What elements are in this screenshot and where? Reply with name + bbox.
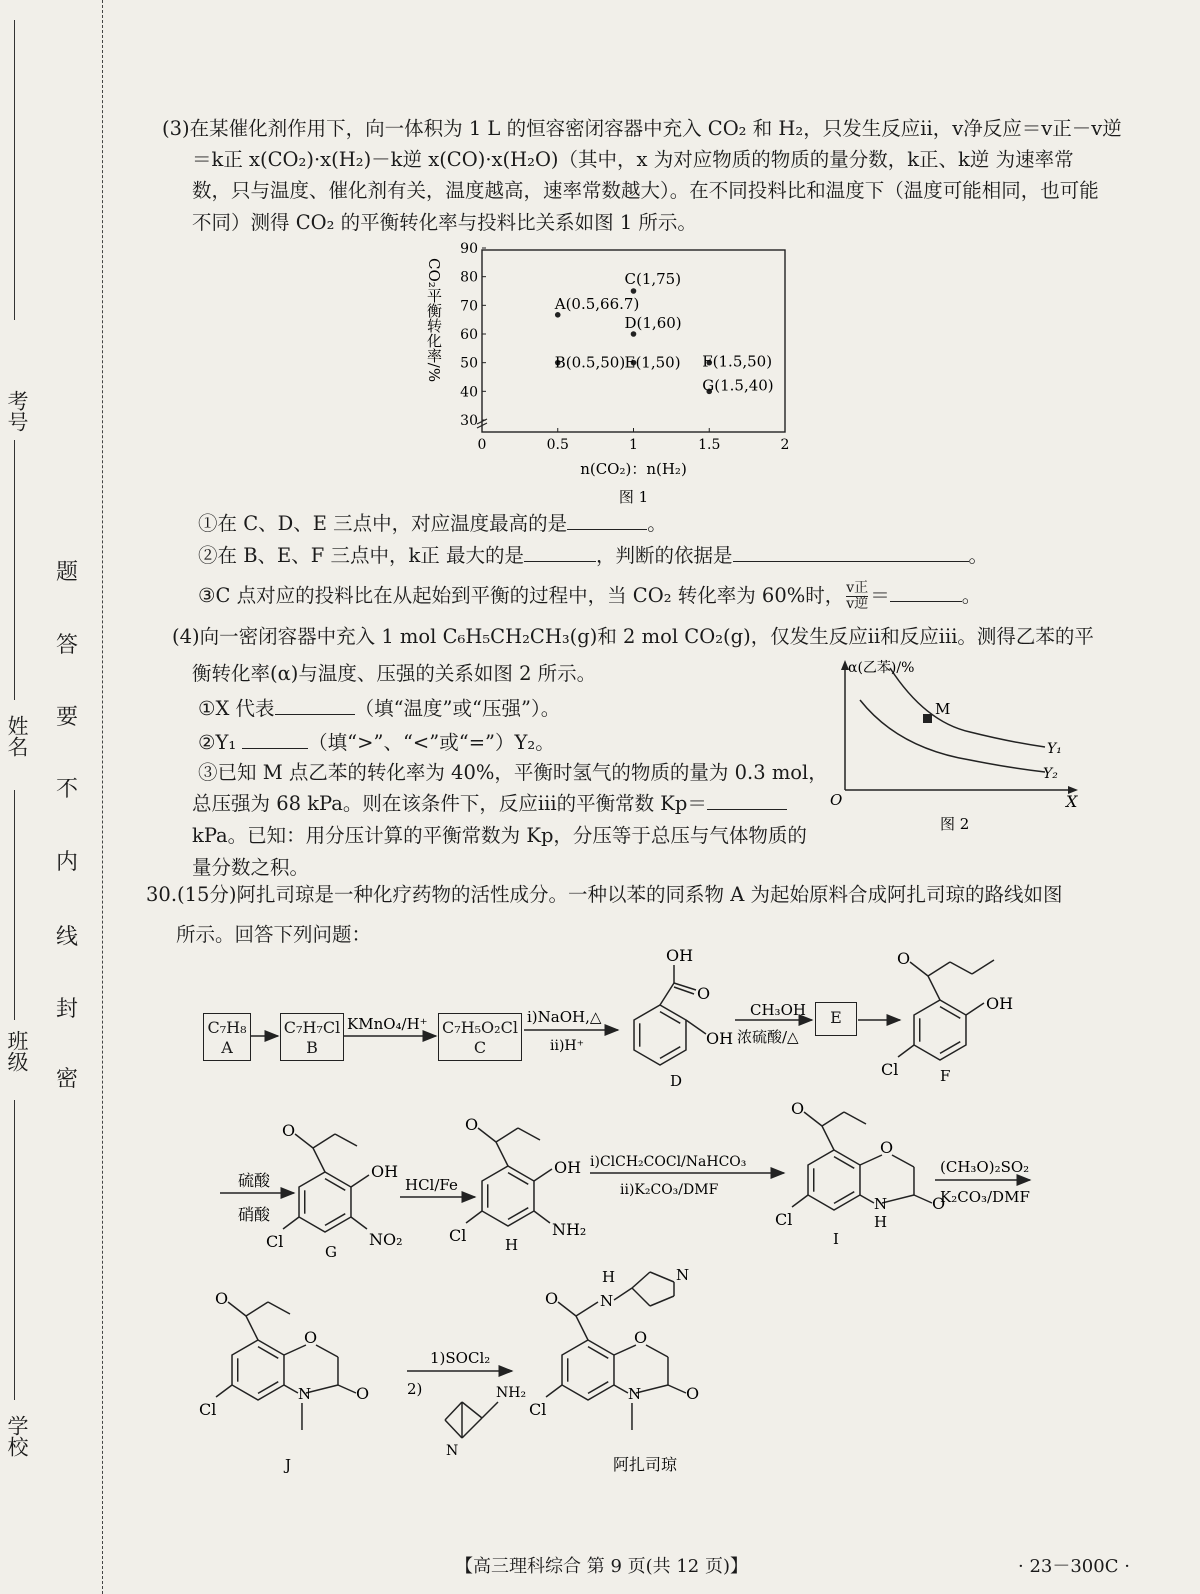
bond: [518, 1128, 540, 1140]
fig1-point-label: C(1,75): [624, 270, 682, 288]
bond: [950, 962, 972, 974]
bond: [268, 1302, 290, 1314]
atom-label: O: [633, 1328, 648, 1347]
q3-sub2-text: ②在 B、E、F 三点中，k正 最大的是: [198, 544, 525, 567]
double-bond: [660, 1047, 680, 1059]
rate-fraction: [846, 581, 868, 612]
bond: [650, 1296, 674, 1306]
q30-line2: 所示。回答下列问题：: [176, 923, 372, 946]
answer-blank[interactable]: [890, 583, 962, 602]
bond: [792, 1195, 808, 1207]
atom-label: OH: [985, 994, 1014, 1013]
bond: [534, 1211, 550, 1223]
bond: [351, 1175, 369, 1187]
bond: [668, 1385, 686, 1393]
ring-d: [634, 1005, 686, 1065]
answer-blank[interactable]: [524, 543, 596, 562]
fig1-y-tick-label: 50: [460, 355, 478, 372]
arrow-c-d-bottom: ⅱ)H⁺: [550, 1038, 585, 1054]
ring-g: [299, 1172, 351, 1232]
arrow-i-j-top: (CH₃O)₂SO₂: [940, 1158, 1030, 1176]
bond: [614, 1288, 632, 1300]
fig1-point-label: B(0.5,50): [554, 353, 626, 372]
atom-label: N: [446, 1443, 459, 1459]
atom-label: OH: [370, 1162, 399, 1181]
label-g: G: [325, 1243, 337, 1261]
double-bond: [834, 1157, 854, 1169]
ring-h: [482, 1166, 534, 1226]
bond: [316, 1345, 338, 1357]
fraction-bottom: v逆: [846, 596, 869, 612]
compound-e-label: E: [830, 1008, 842, 1027]
double-bond: [940, 1007, 960, 1019]
q3-sub3-eq: ＝: [870, 584, 890, 607]
double-bond: [588, 1347, 608, 1359]
bond: [466, 1211, 482, 1223]
compound-b-label: B: [306, 1038, 318, 1057]
fig1-point: [555, 312, 561, 318]
atom-label: O: [215, 1289, 229, 1308]
q3-line1: (3)在某催化剂作用下，向一体积为 1 L 的恒容密闭容器中充入 CO₂ 和 H₂，只发生反应ⅱ，v净反应＝v正－v逆: [162, 117, 1122, 140]
atom-label: N: [600, 1292, 614, 1310]
q4-sub3-line4: 量分数之积。: [192, 856, 310, 879]
field-underline: [14, 1100, 15, 1400]
label-d: D: [670, 1072, 683, 1090]
atom-label: H: [602, 1268, 616, 1286]
compound-a-formula: C₇H₈: [207, 1018, 247, 1037]
seal-char: 不: [56, 777, 79, 802]
seal-char: 密: [56, 1067, 79, 1092]
q4-line1: (4)向一密闭容器中充入 1 mol C₆H₅CH₂CH₃(g)和 2 mol CO₂(g)，仅发生反应ⅱ和反应ⅲ。测得乙苯的平: [172, 625, 1094, 648]
atom-label: NH₂: [496, 1385, 527, 1401]
q30-line1: 30.(15分)阿扎司琼是一种化疗药物的活性成分。一种以苯的同系物 A 为起始原料合成阿扎司琼的路线如图: [146, 883, 1063, 906]
q4-sub3-line1: ③已知 M 点乙苯的转化率为 40%，平衡时氢气的物质的量为 0.3 mol，: [198, 761, 828, 784]
fig1-x-tick-label: 1: [629, 437, 638, 453]
bond: [246, 1302, 268, 1316]
bond: [482, 1402, 498, 1418]
figure1-scatter-chart: [420, 240, 820, 505]
q3-line2: ＝k正 x(CO₂)·x(H₂)－k逆 x(CO)·x(H₂O)（其中，x 为对应物质的物质的量分数，k正、k逆 为速率常: [192, 148, 1074, 171]
field-label-class: 班级: [5, 1030, 29, 1072]
bond: [576, 1316, 588, 1340]
double-bond: [258, 1382, 278, 1394]
atom-label: OH: [666, 946, 694, 965]
bond: [445, 1420, 462, 1438]
double-bond: [660, 1012, 680, 1024]
label-j: J: [285, 1456, 292, 1474]
bond: [928, 962, 950, 976]
bond: [546, 1385, 562, 1397]
fig1-point-label: A(0.5,66.7): [554, 294, 640, 313]
bond: [462, 1402, 482, 1418]
q4-sub2: [198, 727, 555, 755]
double-bond: [940, 1042, 960, 1054]
bond: [632, 1288, 650, 1306]
bond: [534, 1169, 552, 1181]
bond: [558, 1302, 576, 1316]
double-bond: [325, 1179, 345, 1191]
fig1-y-tick-label: 30: [460, 413, 478, 429]
atom-label: Cl: [199, 1400, 217, 1419]
q4-sub3-text: 总压强为 68 kPa。则在该条件下，反应ⅲ的平衡常数 Kp＝: [192, 792, 707, 815]
q3-sub2-end: 。: [968, 544, 989, 567]
bond: [246, 1316, 258, 1340]
fig1-y-tick-label: 70: [460, 298, 478, 315]
atom-label: N: [676, 1266, 690, 1284]
bond: [284, 1385, 298, 1393]
q3-sub1: [198, 508, 667, 536]
atom-label: O: [545, 1289, 559, 1308]
seal-char: 线: [56, 925, 79, 950]
atom-label: O: [303, 1328, 318, 1347]
label-product: 阿扎司琼: [613, 1455, 678, 1474]
arrow-f-g-bottom: 硝酸: [238, 1205, 271, 1224]
bond: [313, 1134, 335, 1148]
label-i: I: [833, 1230, 839, 1248]
atom-label: O: [465, 1115, 479, 1134]
arrow-g-h-reagent: HCl/Fe: [405, 1176, 458, 1194]
bond: [910, 962, 928, 976]
fig2-series-y1: [890, 668, 1045, 747]
field-label-name: 姓名: [5, 715, 29, 757]
q4-sub2-text: ②Y₁: [198, 731, 237, 754]
fig1-xlabel: n(CO₂)：n(H₂): [580, 460, 687, 478]
fig2-caption: 图 2: [940, 815, 970, 833]
field-underline: [14, 790, 15, 1020]
atom-label: Cl: [449, 1226, 467, 1245]
bond: [478, 1128, 496, 1142]
bond: [898, 1045, 914, 1057]
bond: [966, 1003, 984, 1015]
arrow-f-g-top: 硫酸: [238, 1171, 271, 1190]
fig1-x-tick-label: 0.5: [546, 437, 569, 453]
seal-char: 要: [56, 705, 79, 730]
bond: [496, 1142, 508, 1166]
bond: [804, 1112, 822, 1126]
bond: [646, 1345, 668, 1357]
field-label-school: 学校: [5, 1415, 29, 1457]
answer-blank[interactable]: [242, 730, 308, 749]
atom-label: O: [897, 949, 911, 968]
bond: [462, 1418, 482, 1438]
q3-sub3: [198, 580, 981, 612]
atom-label: H: [873, 1213, 888, 1231]
fig2-origin: O: [830, 791, 843, 809]
ring-product: [562, 1340, 614, 1400]
bond: [632, 1272, 650, 1288]
q3-sub3-text: ③C 点对应的投料比在从起始到平衡的过程中，当 CO₂ 转化率为 60%时，: [198, 584, 845, 607]
q4-sub3-line3: kPa。已知：用分压计算的平衡常数为 Kp，分压等于总压与气体物质的: [192, 824, 807, 847]
q4-sub1-text: ①X 代表: [198, 697, 275, 720]
atom-label: N: [873, 1195, 888, 1213]
q4-sub3-line2: [192, 788, 787, 816]
compound-c-formula: C₇H₅O₂Cl: [442, 1018, 518, 1037]
seal-char: 答: [56, 633, 79, 658]
bond: [972, 960, 994, 974]
fig1-point: [631, 288, 637, 294]
arrow-c-d-top: ⅰ)NaOH,△: [527, 1008, 602, 1026]
q4-sub1-end: （填“温度”或“压强”）。: [354, 697, 561, 720]
arrow-d-e-top: CH₃OH: [750, 1001, 806, 1019]
q3-sub1-text: ①在 C、D、E 三点中，对应温度最高的是: [198, 512, 568, 535]
fig2-y1-label: Y₁: [1047, 741, 1062, 757]
fig1-point-label: D(1,60): [624, 314, 682, 332]
bond: [283, 1217, 299, 1229]
fig1-y-tick-label: 60: [460, 327, 478, 343]
bond: [295, 1134, 313, 1148]
seal-char: 封: [56, 997, 79, 1022]
seal-char: 题: [56, 560, 79, 585]
atom-label: O: [791, 1099, 805, 1118]
fig1-x-tick-label: 0: [477, 437, 487, 453]
arrow-h-i-bottom: ⅱ)K₂CO₃/DMF: [620, 1182, 719, 1198]
atom-label: O: [931, 1194, 946, 1213]
atom-label: O: [879, 1138, 894, 1157]
fig1-point: [631, 331, 637, 337]
bond: [576, 1302, 598, 1316]
arrow-i-j-bottom: K₂CO₃/DMF: [940, 1188, 1030, 1206]
bond: [860, 1195, 874, 1203]
atom-label: OH: [553, 1158, 582, 1177]
fig2-ylabel: α(乙苯)/%: [848, 660, 915, 676]
fig2-point-m: [923, 714, 932, 723]
compound-a-label: A: [221, 1038, 233, 1057]
arrow-b-c-reagent: KMnO₄/H⁺: [347, 1015, 428, 1033]
fig2-y2-label: Y₂: [1043, 766, 1058, 782]
bond: [822, 1126, 834, 1150]
q3-sub2: [198, 540, 988, 568]
seal-dashed-line: [102, 0, 103, 1594]
footer-page-info: 【高三理科综合 第 9 页(共 12 页)】: [455, 1556, 749, 1577]
atom-label: Cl: [266, 1232, 284, 1251]
q3-sub3-end: 。: [961, 584, 982, 607]
ring-f: [914, 1000, 966, 1060]
fig1-y-tick-label: 90: [460, 241, 478, 257]
q4-sub1: [198, 693, 560, 721]
answer-blank[interactable]: [567, 511, 647, 530]
synthesis-route-diagram: [190, 940, 1090, 1540]
atom-label: O: [697, 984, 711, 1003]
bond: [228, 1302, 246, 1316]
bond: [650, 1272, 674, 1282]
fig1-x-tick-label: 2: [780, 437, 790, 453]
field-underline: [14, 440, 15, 700]
bond: [914, 1195, 932, 1203]
fig1-point-label: E(1,50): [624, 353, 681, 372]
double-bond: [325, 1214, 345, 1226]
compound-b-formula: C₇H₇Cl: [283, 1018, 341, 1037]
atom-label: Cl: [775, 1210, 793, 1229]
bond: [614, 1385, 628, 1393]
bond: [674, 983, 696, 990]
bond: [928, 976, 940, 1000]
bond: [892, 1155, 914, 1167]
atom-label: N: [297, 1385, 312, 1403]
footer-code: · 23－300C ·: [1018, 1556, 1130, 1577]
bond: [860, 1155, 882, 1165]
double-bond: [508, 1173, 528, 1185]
q3-line3: 数，只与温度、催化剂有关，温度越高，速率常数越大）。在不同投料比和温度下（温度可能相同，也可能: [192, 179, 1099, 202]
fig1-x-tick-label: 1.5: [698, 437, 721, 453]
atom-label: NH₂: [551, 1220, 587, 1239]
atom-label: N: [627, 1385, 642, 1403]
q4-line2: 衡转化率(α)与温度、压强的关系如图 2 所示。: [192, 662, 597, 685]
bond: [216, 1385, 232, 1397]
answer-blank[interactable]: [707, 791, 787, 810]
answer-blank[interactable]: [733, 543, 969, 562]
bond: [686, 1020, 706, 1034]
bond: [338, 1385, 356, 1393]
fig2-m-label: M: [935, 700, 951, 718]
field-underline: [14, 20, 15, 320]
atom-label: O: [282, 1121, 296, 1140]
ring-i: [808, 1150, 860, 1210]
atom-label: Cl: [529, 1400, 547, 1419]
atom-label: NO₂: [368, 1230, 403, 1249]
seal-char: 内: [56, 850, 79, 875]
field-label-number: 考号: [5, 390, 29, 432]
q3-line4: 不同）测得 CO₂ 的平衡转化率与投料比关系如图 1 所示。: [192, 211, 697, 234]
atom-label: O: [685, 1384, 700, 1403]
q4-sub2-end: （填“>”、“<”或“=”）Y₂。: [308, 731, 555, 754]
atom-label: O: [355, 1384, 370, 1403]
bond: [844, 1112, 866, 1124]
fraction-top: v正: [846, 580, 869, 596]
bond: [351, 1217, 367, 1229]
arrow-j-bottom: 2): [407, 1380, 423, 1398]
bond: [822, 1112, 844, 1126]
bond: [284, 1345, 306, 1355]
bond: [313, 1148, 325, 1172]
arrow-d-e-bottom: 浓硫酸/△: [737, 1028, 799, 1046]
answer-blank[interactable]: [275, 696, 355, 715]
fig1-caption: 图 1: [618, 488, 649, 505]
double-bond: [258, 1347, 278, 1359]
double-bond: [508, 1208, 528, 1220]
compound-c-label: C: [473, 1038, 487, 1057]
bond: [614, 1345, 636, 1355]
arrow-j-top: 1)SOCl₂: [430, 1349, 491, 1367]
atom-label: Cl: [881, 1060, 899, 1079]
fig1-point-label: G(1.5,40): [702, 376, 774, 395]
fig1-y-tick-label: 40: [460, 384, 478, 401]
bond: [496, 1128, 518, 1142]
figure2-line-chart: [820, 650, 1095, 840]
fig1-point-label: F(1.5,50): [702, 352, 773, 371]
fig2-xlabel: X: [1066, 792, 1078, 811]
ring-j: [232, 1340, 284, 1400]
atom-label: OH: [705, 1029, 734, 1048]
double-bond: [834, 1192, 854, 1204]
q3-sub2-mid: ，判断的依据是: [596, 544, 733, 567]
label-h: H: [505, 1236, 519, 1254]
bond: [445, 1402, 462, 1420]
fig1-y-tick-label: 80: [460, 269, 478, 286]
q3-sub1-end: 。: [647, 512, 667, 535]
arrow-h-i-top: ⅰ)ClCH₂COCl/NaHCO₃: [590, 1154, 747, 1170]
fig1-ylabel: CO₂平衡转化率/%: [425, 258, 443, 383]
double-bond: [588, 1382, 608, 1394]
label-f: F: [940, 1067, 951, 1085]
bond: [660, 983, 674, 1005]
bond: [335, 1134, 357, 1146]
fig2-series-y2: [860, 700, 1045, 772]
